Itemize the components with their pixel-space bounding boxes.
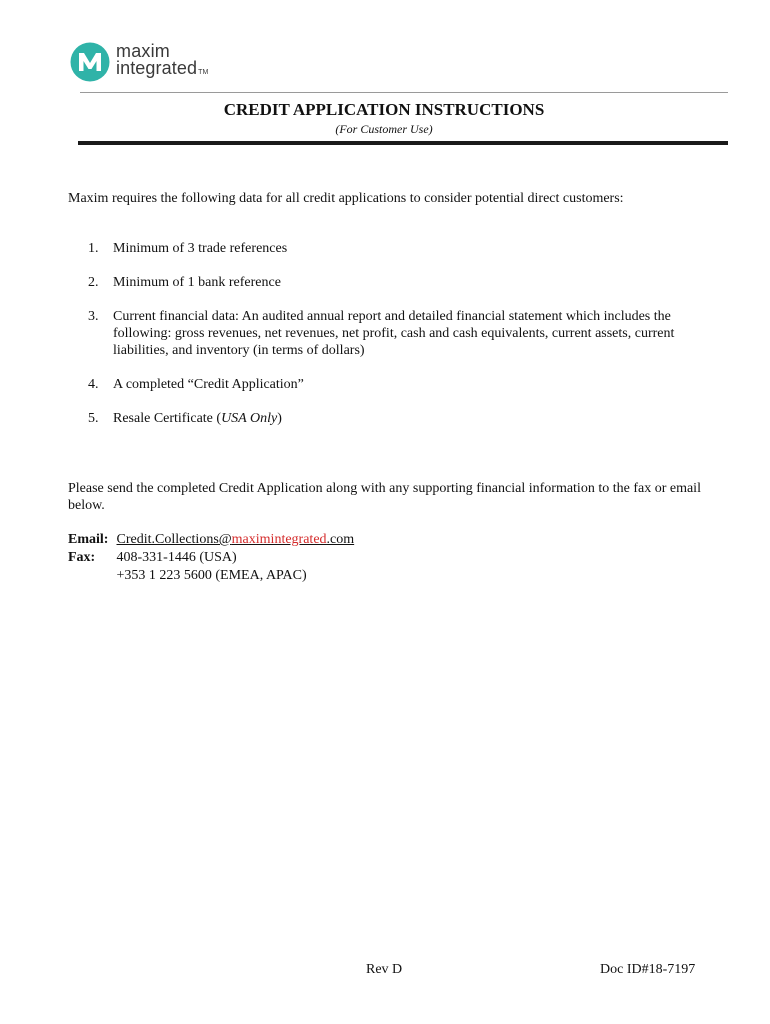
header-divider	[80, 92, 728, 93]
list-item-text: Minimum of 1 bank reference	[113, 275, 281, 290]
list-item	[68, 308, 708, 359]
logo-trademark: TM	[198, 69, 209, 76]
list-item-number: 1.	[88, 241, 99, 256]
contact-block	[68, 531, 354, 585]
email-tld: .com	[326, 532, 355, 547]
list-item	[68, 240, 708, 257]
list-item-text: Current financial data: An audited annual report and detailed financial statement which includes the following: gross revenues, net revenues, net profit, cash and cash equivalents, current assets, current liabilities, and inventory (in terms of dollars)	[113, 309, 675, 358]
list-item-number: 5.	[88, 411, 99, 426]
list-item-text-suffix: )	[277, 411, 282, 426]
email-domain: maximintegrated	[231, 532, 327, 547]
maxim-logo	[70, 42, 220, 86]
intro-paragraph: Maxim requires the following data for all credit applications to consider potential direct customers:	[68, 191, 624, 206]
list-item-text-prefix: Resale Certificate (	[113, 411, 222, 426]
document-id: Doc ID#18-7197	[600, 962, 696, 977]
requirements-list	[68, 240, 708, 444]
page-title: CREDIT APPLICATION INSTRUCTIONS	[223, 100, 545, 119]
list-item	[68, 410, 708, 427]
fax-number-usa: 408-331-1446 (USA)	[116, 550, 237, 565]
email-link[interactable]	[117, 532, 355, 547]
send-instructions: Please send the completed Credit Application along with any supporting financial information to the fax or email below.	[68, 481, 701, 513]
list-item-number: 4.	[88, 377, 99, 392]
revision-label: Rev D	[366, 962, 403, 977]
email-user: Credit.Collections@	[116, 532, 232, 547]
fax-number-intl: +353 1 223 5600 (EMEA, APAC)	[116, 568, 307, 583]
list-item-number: 2.	[88, 275, 99, 290]
list-item	[68, 376, 708, 393]
fax-label: Fax:	[68, 550, 96, 565]
list-item-text: A completed “Credit Application”	[113, 377, 304, 392]
fax-row	[68, 549, 354, 567]
maxim-logo-mark-icon	[70, 42, 110, 82]
page-subtitle: (For Customer Use)	[335, 122, 433, 136]
logo-integrated-text: integrated	[116, 58, 198, 78]
title-divider	[78, 141, 728, 145]
usa-only-note: USA Only	[221, 411, 278, 426]
fax-row-intl	[68, 567, 354, 585]
logo-word-maxim: maxim	[116, 41, 170, 61]
logo-wordmark	[116, 43, 208, 81]
list-item-text	[113, 411, 282, 426]
logo-word-integrated	[116, 60, 208, 81]
list-item-number: 3.	[88, 309, 99, 324]
list-item	[68, 274, 708, 291]
email-label: Email:	[68, 532, 109, 547]
email-row	[68, 531, 354, 549]
list-item-text: Minimum of 3 trade references	[113, 241, 288, 256]
